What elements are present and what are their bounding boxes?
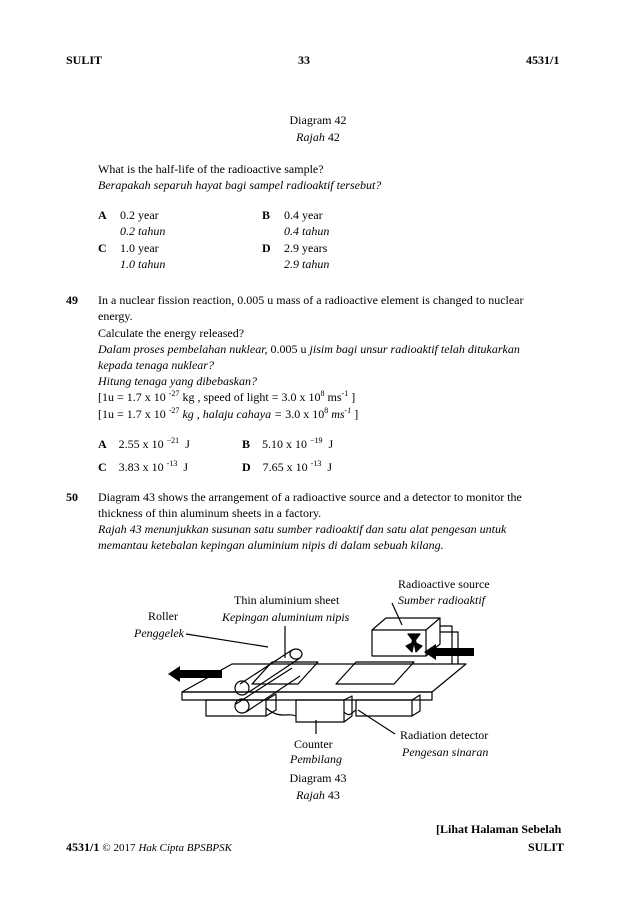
option-text-ms: 2.9 tahun bbox=[284, 257, 330, 271]
radiation-trefoil-icon bbox=[406, 634, 422, 652]
label-detector-ms: Pengesan sinaran bbox=[402, 745, 489, 759]
label-source-ms: Sumber radioaktif bbox=[398, 593, 485, 607]
label-sheet: Thin aluminium sheet bbox=[234, 593, 340, 607]
source-leader bbox=[392, 603, 402, 625]
diagram-43-caption-ms: Rajah 43 bbox=[296, 788, 340, 802]
option-text-ms: 1.0 tahun bbox=[120, 257, 166, 271]
option-text-ms: 0.2 tahun bbox=[120, 224, 166, 238]
footer-copyright: 4531/1 © 2017 Hak Cipta BPSBPSK bbox=[66, 840, 232, 854]
counter-box bbox=[296, 700, 344, 722]
q49-option-b[interactable]: B 5.10 x 10 $^{-19}$ J bbox=[242, 436, 334, 451]
q49-constants-en: [1u = 1.7 x 10 $^{-27}$ kg , speed of light = 3.0 x $10^8$ $ms^{-1}$ ] bbox=[98, 389, 356, 404]
option-text: 2.9 years bbox=[284, 241, 328, 255]
q49-ms-line2: kepada tenaga nuklear? bbox=[98, 358, 214, 372]
option-text: 0.4 year bbox=[284, 208, 323, 222]
option-letter: C bbox=[98, 241, 107, 255]
detector-leader bbox=[358, 710, 395, 734]
diagram-42-caption-ms: Rajah 42 bbox=[296, 130, 340, 144]
q49-option-a[interactable]: A 2.55 x 10 $^{-21}$ J bbox=[98, 436, 190, 451]
q50-line1: Diagram 43 shows the arrangement of a radioactive source and a detector to monitor the bbox=[98, 490, 522, 504]
option-text-ms: 0.4 tahun bbox=[284, 224, 330, 238]
q49-constants-ms: [1u = 1.7 x 10 $^{-27}$ kg , halaju cahaya = 3.0 x $10^8$ $ms^{-1}$ ] bbox=[98, 406, 359, 421]
header-right: 4531/1 bbox=[526, 53, 560, 67]
q48-question-ms: Berapakah separuh hayat bagi sampel radioaktif tersebut? bbox=[98, 178, 382, 192]
roller-end-bottom bbox=[235, 699, 249, 713]
q50-ms-line2: memantau ketebalan kepingan aluminium nipis di dalam sebuah kilang. bbox=[98, 538, 444, 552]
label-sheet-ms: Kepingan aluminium nipis bbox=[222, 610, 350, 624]
q49-line1: In a nuclear fission reaction, 0.005 u mass of a radioactive element is changed to nuclear bbox=[98, 293, 524, 307]
header-left: SULIT bbox=[66, 53, 103, 67]
diagram-43-caption: Diagram 43 bbox=[289, 771, 347, 785]
right-arrow-icon bbox=[424, 644, 474, 660]
left-arrow-icon bbox=[168, 666, 222, 682]
option-text: 1.0 year bbox=[120, 241, 159, 255]
page-number: 33 bbox=[298, 53, 310, 67]
q49-number: 49 bbox=[66, 293, 78, 307]
q50-line2: thickness of thin aluminum sheets in a factory. bbox=[98, 506, 322, 520]
label-roller: Roller bbox=[148, 609, 178, 623]
q49-ms-line1: Dalam proses pembelahan nuklear, 0.005 u jisim bagi unsur radioaktif telah ditukarkan bbox=[98, 342, 520, 356]
label-counter-ms: Pembilang bbox=[290, 752, 342, 766]
q50-ms-line1: Rajah 43 menunjukkan susunan satu sumber radioaktif dan satu alat pengesan untuk bbox=[98, 522, 507, 536]
q50-number: 50 bbox=[66, 490, 78, 504]
diagram-42-caption: Diagram 42 bbox=[289, 113, 347, 127]
label-source: Radioactive source bbox=[398, 577, 490, 591]
label-roller-ms: Penggelek bbox=[134, 626, 184, 640]
option-letter: B bbox=[262, 208, 271, 222]
q49-option-d[interactable]: D 7.65 x 10 $^{-13}$ J bbox=[242, 459, 333, 474]
footer-lihat: [Lihat Halaman Sebelah bbox=[436, 822, 562, 836]
option-letter: A bbox=[98, 208, 107, 222]
roller-leader bbox=[186, 634, 268, 647]
label-counter: Counter bbox=[294, 737, 333, 751]
q49-line2: energy. bbox=[98, 309, 133, 323]
option-text: 0.2 year bbox=[120, 208, 159, 222]
aluminium-sheet-2 bbox=[336, 662, 414, 684]
q49-line3: Calculate the energy released? bbox=[98, 326, 245, 340]
q48-question-en: What is the half-life of the radioactive sample? bbox=[98, 162, 324, 176]
footer-sulit: SULIT bbox=[528, 840, 565, 854]
conveyor-table bbox=[182, 664, 466, 692]
q49-ms-line3: Hitung tenaga yang dibebaskan? bbox=[98, 374, 257, 388]
q49-option-c[interactable]: C 3.83 x 10 $^{-13}$ J bbox=[98, 459, 189, 474]
option-letter: D bbox=[262, 241, 271, 255]
label-detector: Radiation detector bbox=[400, 728, 489, 742]
